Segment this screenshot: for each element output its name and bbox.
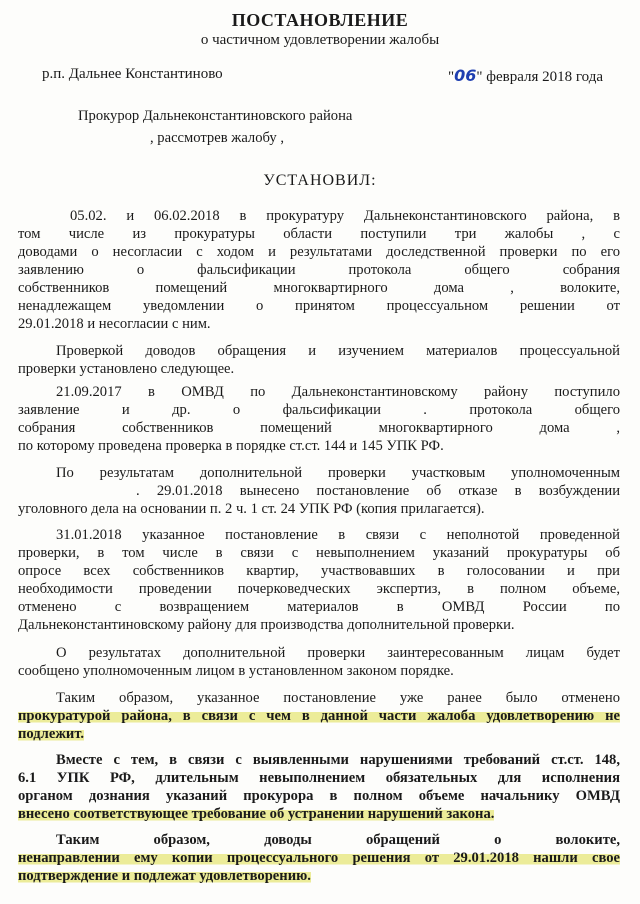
date-day-handwritten: 06 xyxy=(454,66,477,85)
p1-line-4: заявлению о фальсификации протокола общего собрания xyxy=(18,262,620,278)
intro-line-2: , рассмотрев жалобу , xyxy=(150,130,284,146)
p1-line-5: собственников помещений многоквартирного дома , волоките, xyxy=(18,280,620,296)
section-heading: УСТАНОВИЛ: xyxy=(263,172,377,189)
document-subtitle: о частичном удовлетворении жалобы xyxy=(200,32,440,48)
p7-line-3-text: подлежит. xyxy=(18,726,85,742)
p9-line-3-text: подтверждение и подлежат удовлетворению. xyxy=(18,868,311,884)
p8-line-2: 6.1 УПК РФ, длительным невыполнением обязательных для исполнения xyxy=(18,770,620,786)
p8-line-4 xyxy=(18,805,620,823)
p4-line-1: По результатам дополнительной проверки участковым уполномоченным xyxy=(56,465,620,481)
p7-line-2-text: прокуратурой района, в связи с чем в данной части жалоба удовлетворению не xyxy=(18,708,620,724)
p4-line-2: . 29.01.2018 вынесено постановление об отказе в возбуждении xyxy=(136,483,620,499)
p5-line-5: отменено с возвращением материалов в ОМВД России по xyxy=(18,599,620,615)
p9-line-1: Таким образом, доводы обращений о волоките, xyxy=(56,832,620,848)
p3-line-4: по которому проведена проверка в порядке ст.ст. 144 и 145 УПК РФ. xyxy=(18,438,444,454)
p1-line-1: 05.02. и 06.02.2018 в прокуратуру Дальнеконстантиновского района, в xyxy=(70,208,620,224)
p2-line-2: проверки установлено следующее. xyxy=(18,361,235,377)
p9-line-2 xyxy=(18,849,620,867)
p2-line-1: Проверкой доводов обращения и изучением материалов процессуальной xyxy=(56,343,620,359)
p6-line-2: сообщено уполномоченным лицом в установленном законом порядке. xyxy=(18,663,454,679)
p5-line-2: проверки, в том числе в связи с невыполнением указаний прокуратуры об xyxy=(18,545,620,561)
intro-line-1: Прокурор Дальнеконстантиновского района xyxy=(78,108,353,124)
p1-line-7: 29.01.2018 и несогласии с ним. xyxy=(18,316,211,332)
date-line xyxy=(448,66,603,86)
p1-line-2: том числе из прокуратуры области поступили три жалобы , с xyxy=(18,226,620,242)
p5-line-6: Дальнеконстантиновскому району для производства дополнительной проверки. xyxy=(18,617,515,633)
date-open-quote: " xyxy=(448,69,455,85)
date-rest: " февраля 2018 года xyxy=(476,69,604,85)
p5-line-1: 31.01.2018 указанное постановление в связи с неполнотой проведенной xyxy=(56,527,620,543)
p8-line-3: органом дознания указаний прокурора в полном объеме начальнику ОМВД xyxy=(18,788,620,804)
p9-line-2-text: ненаправлении ему копии процессуального решения от 29.01.2018 нашли свое xyxy=(18,850,620,866)
place-line: р.п. Дальнее Константиново xyxy=(42,66,223,82)
p4-line-3: уголовного дела на основании п. 2 ч. 1 ст. 24 УПК РФ (копия прилагается). xyxy=(18,501,485,517)
p5-line-3: опросе всех собственников квартир, участвовавших в голосовании и при xyxy=(18,563,620,579)
p7-line-1: Таким образом, указанное постановление уже ранее было отменено xyxy=(56,690,620,706)
p3-line-2: заявление и др. о фальсификации . протокола общего xyxy=(18,402,620,418)
p3-line-3: собрания собственников помещений многоквартирного дома , xyxy=(18,420,620,436)
p1-line-6: ненадлежащем уведомлении о принятом процессуальном решении от xyxy=(18,298,620,314)
p3-line-1: 21.09.2017 в ОМВД по Дальнеконстантиновскому району поступило xyxy=(56,384,620,400)
p7-line-3 xyxy=(18,725,620,743)
p5-line-4: необходимости проведении почерковедческих экспертиз, в полном объеме, xyxy=(18,581,620,597)
p8-line-1: Вместе с тем, в связи с выявленными нарушениями требований ст.ст. 148, xyxy=(56,752,620,768)
p7-line-2 xyxy=(18,707,620,725)
p8-line-4-text: внесено соответствующее требование об устранении нарушений закона. xyxy=(18,806,495,822)
document-title: ПОСТАНОВЛЕНИЕ xyxy=(231,10,409,30)
p9-line-3 xyxy=(18,867,620,885)
p1-line-3: доводами о несогласии с ходом и результатами доследственной проверки по его xyxy=(18,244,620,260)
p6-line-1: О результатах дополнительной проверки заинтересованным лицам будет xyxy=(56,645,620,661)
